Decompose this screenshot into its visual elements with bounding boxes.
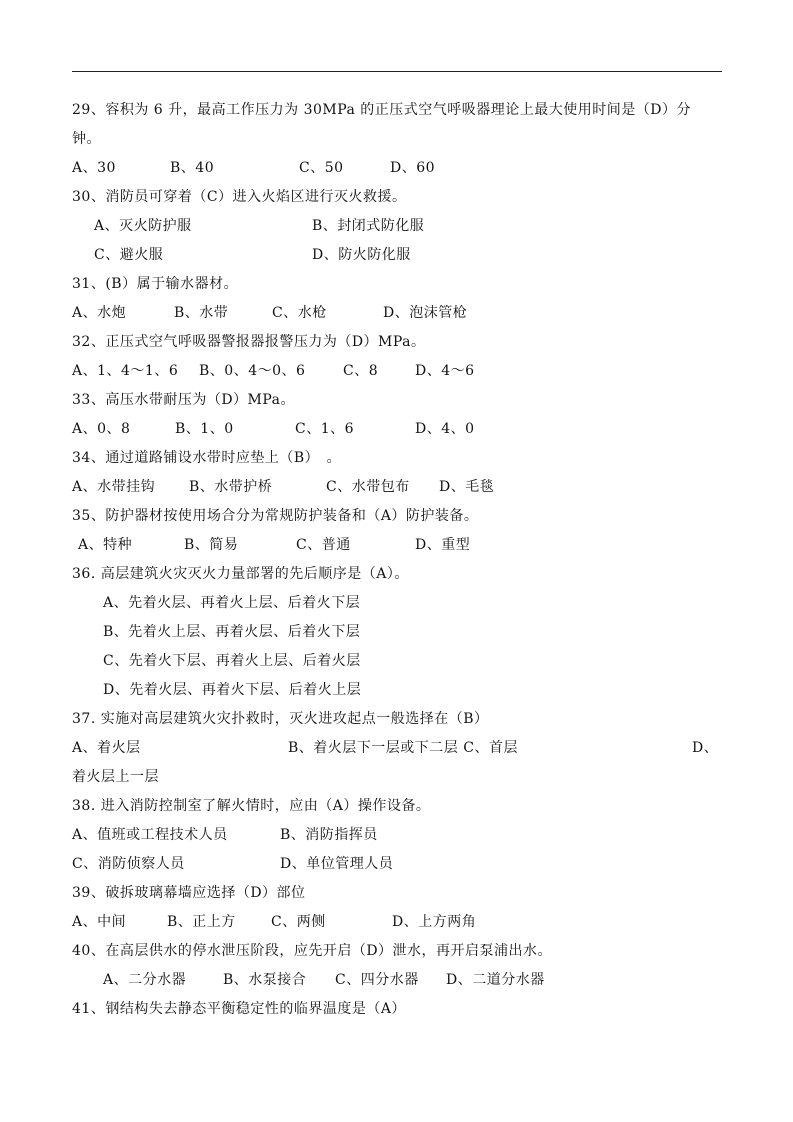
option-a: A、二分水器 [103, 972, 187, 988]
option-b: B、1、0 [175, 421, 234, 437]
question-33: 33、高压水带耐压为（D）MPa。 [72, 392, 296, 408]
option-d: D、单位管理人员 [280, 856, 394, 872]
option-d: D、60 [390, 160, 436, 176]
question-36-option-a [72, 589, 722, 618]
header-rule [72, 71, 722, 72]
option-d: D、二道分水器 [446, 972, 545, 988]
option-b: B、消防指挥员 [280, 827, 378, 843]
option-a: A、着火层 [72, 740, 141, 756]
question-41: 41、钢结构失去静态平衡稳定性的临界温度是（A） [72, 1001, 406, 1017]
option-b: B、水带护桥 [189, 479, 273, 495]
option-a: A、先着火层、再着火上层、后着火下层 [103, 595, 361, 611]
option-a: A、30 [72, 160, 116, 176]
question-40: 40、在高层供水的停水泄压阶段，应先开启（D）泄水，再开启泵浦出水。 [72, 943, 553, 959]
question-37-option-d-text: 着火层上一层 [72, 769, 159, 785]
question-33-options [72, 415, 722, 444]
question-36-option-b [72, 618, 722, 647]
question-36: 36. 高层建筑火灾灭火力量部署的先后顺序是（A）。 [72, 566, 409, 582]
question-40-options [72, 966, 722, 995]
option-b: B、0、4～0、6 [199, 363, 306, 379]
option-d: D、上方两角 [392, 914, 477, 930]
option-c: C、先着火下层、再着火上层、后着火层 [103, 653, 361, 669]
option-a: A、特种 [78, 537, 133, 553]
option-b: B、40 [170, 160, 215, 176]
question-29-continuation: 钟。 [72, 131, 101, 147]
option-c: C、四分水器 [335, 972, 419, 988]
question-32: 32、正压式空气呼吸器警报器报警压力为（D）MPa。 [72, 334, 426, 350]
question-34: 34、通过道路铺设水带时应垫上（B） 。 [72, 450, 342, 466]
option-d: D、重型 [415, 537, 471, 553]
option-a: A、水带挂钩 [72, 479, 156, 495]
option-b-c: B、着火层下一层或下二层 C、首层 [288, 740, 518, 756]
question-35: 35、防护器材按使用场合分为常规防护装备和（A）防护装备。 [72, 508, 479, 524]
question-list [72, 96, 722, 1024]
question-34-options [72, 473, 722, 502]
option-d: D、毛毯 [439, 479, 495, 495]
option-a: A、水炮 [72, 305, 127, 321]
question-35-options [72, 531, 722, 560]
option-c: C、两侧 [271, 914, 326, 930]
option-c: C、水带包布 [326, 479, 410, 495]
option-a: A、0、8 [72, 421, 131, 437]
question-37-options [72, 734, 722, 763]
option-c: C、1、6 [295, 421, 355, 437]
option-c: C、50 [299, 160, 344, 176]
option-d-label: D、 [692, 740, 719, 756]
option-a: A、灭火防护服 [94, 218, 192, 234]
option-b: B、简易 [184, 537, 239, 553]
option-a: A、中间 [72, 914, 127, 930]
question-38-options-row1 [72, 821, 722, 850]
question-36-option-c [72, 647, 722, 676]
option-c: C、水枪 [272, 305, 327, 321]
option-d: D、先着火层、再着火下层、后着火上层 [103, 682, 362, 698]
option-a: A、值班或工程技术人员 [72, 827, 228, 843]
question-29: 29、容积为 6 升，最高工作压力为 30MPa 的正压式空气呼吸器理论上最大使用时间是（D）分 [72, 102, 692, 118]
question-31-options [72, 299, 722, 328]
option-b: B、水带 [174, 305, 229, 321]
option-b: B、正上方 [167, 914, 236, 930]
question-36-option-d [72, 676, 722, 705]
question-38-options-row2 [72, 850, 722, 879]
question-37: 37. 实施对高层建筑火灾扑救时，灭火进攻起点一般选择在（B） [72, 711, 489, 727]
option-d: D、泡沫管枪 [383, 305, 468, 321]
option-b: B、水泵接合 [223, 972, 307, 988]
question-39-options [72, 908, 722, 937]
option-c: C、8 [343, 363, 379, 379]
question-30-options-row2 [72, 241, 722, 270]
option-c: C、普通 [296, 537, 351, 553]
option-d: D、防火防化服 [312, 247, 411, 263]
option-c: C、避火服 [94, 247, 164, 263]
option-d: D、4～6 [415, 363, 475, 379]
option-b: B、封闭式防化服 [312, 218, 425, 234]
question-30: 30、消防员可穿着（C）进入火焰区进行灭火救援。 [72, 189, 407, 205]
option-c: C、消防侦察人员 [72, 856, 185, 872]
option-a: A、1、4～1、6 [72, 363, 179, 379]
question-31: 31、(B）属于输水器材。 [72, 276, 239, 292]
question-32-options [72, 357, 722, 386]
option-d: D、4、0 [415, 421, 475, 437]
question-38: 38. 进入消防控制室了解火情时，应由（A）操作设备。 [72, 798, 431, 814]
question-39: 39、破拆玻璃幕墙应选择（D）部位 [72, 885, 306, 901]
question-29-options [72, 154, 722, 183]
question-30-options-row1 [72, 212, 722, 241]
option-b: B、先着火上层、再着火层、后着火下层 [103, 624, 361, 640]
